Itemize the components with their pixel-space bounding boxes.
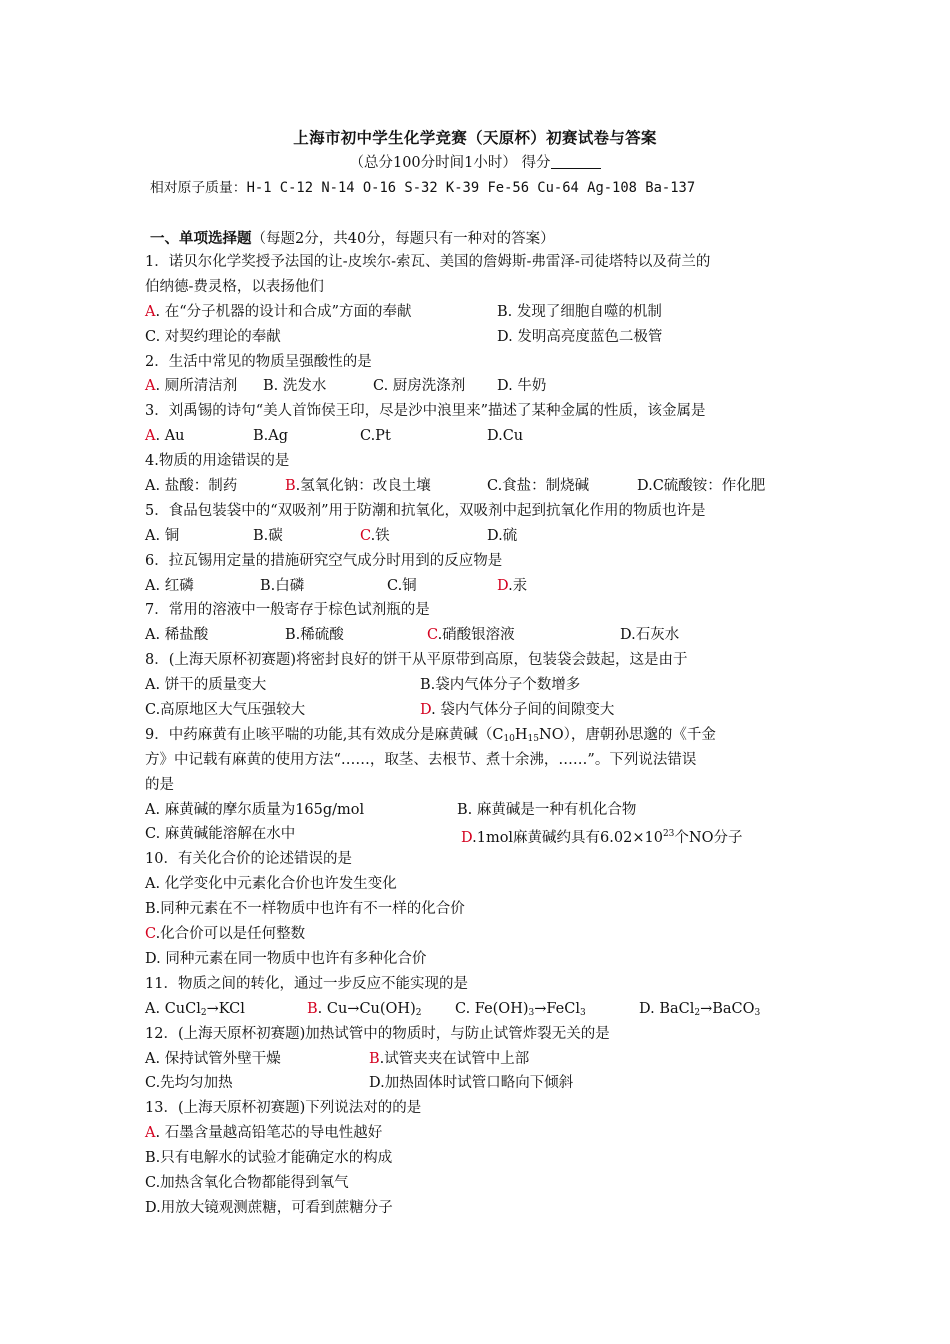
question-9-options-ab: [145, 798, 815, 823]
formula-part: D. BaCl: [639, 1000, 695, 1017]
option-a: . 石墨含量越高铅笔芯的导电性越好: [155, 1125, 383, 1142]
answer-key: D: [461, 830, 473, 847]
atomic-masses: 相对原子质量：H-1 C-12 N-14 O-16 S-32 K-39 Fe-56 Cu-64 Ag-108 Ba-137: [150, 180, 696, 196]
answer-key: D: [497, 577, 509, 594]
option-c: C. 麻黄碱能溶解在水中: [145, 826, 296, 843]
answer-key: C: [360, 527, 371, 544]
option-a: A. 盐酸：制药: [145, 478, 238, 495]
option-a: . 厕所清洁剂: [155, 378, 238, 395]
option-c: C. 对契约理论的奉献: [145, 328, 281, 345]
option-a-line: [145, 1121, 815, 1146]
formula-sub: 2: [415, 1007, 422, 1018]
q9-stem-part: 9．中药麻黄有止咳平喘的功能,其有效成分是麻黄碱（C: [145, 726, 504, 743]
option-d: D.石灰水: [620, 627, 680, 644]
formula-part: →KCl: [206, 1000, 245, 1017]
option-a: A. 保持试管外壁干燥: [145, 1050, 281, 1067]
option-a: . Au: [155, 428, 185, 445]
option-a: A. 红磷: [145, 577, 194, 594]
q9-stem-part: NO），唐朝孙思邈的《千金: [539, 726, 716, 743]
option-d: D.Cu: [487, 428, 524, 445]
option-b: B.只有电解水的试验才能确定水的构成: [145, 1150, 393, 1167]
option-c: C.先均匀加热: [145, 1075, 233, 1092]
option-a: A. 稀盐酸: [145, 627, 209, 644]
question-7-options: [145, 623, 815, 648]
option-b: B. 发现了细胞自噬的机制: [497, 303, 662, 320]
answer-key: B: [369, 1050, 380, 1067]
formula-sub: 2: [200, 1007, 207, 1018]
question-2-stem: 2．生活中常见的物质呈强酸性的是: [145, 353, 372, 370]
option-a: A. 饼干的质量变大: [145, 677, 267, 694]
exponent: 23: [662, 829, 675, 840]
question-1-stem-cont: 伯纳德-费灵格，以表扬他们: [145, 278, 324, 295]
formula-part: →FeCl: [534, 1000, 580, 1017]
question-9-stem-end: 的是: [145, 776, 174, 793]
question-10-stem: 10．有关化合价的论述错误的是: [145, 851, 352, 868]
answer-key: A: [145, 1125, 156, 1142]
answer-key: A: [145, 303, 156, 320]
option-a: A. 麻黄碱的摩尔质量为165g/mol: [145, 801, 365, 818]
answer-key: B: [285, 478, 296, 495]
question-13-stem: 13．(上海天原杯初赛题)下列说法对的的是: [145, 1100, 422, 1117]
exam-title: 上海市初中学生化学竞赛（天原杯）初赛试卷与答案: [293, 128, 657, 147]
answer-key: C: [145, 926, 156, 943]
question-12-options-ab: [145, 1047, 815, 1072]
question-8-options-ab: [145, 673, 815, 698]
subtitle-text: （总分100分时间1小时） 得分: [349, 155, 551, 171]
option-b: B.同种元素在不一样物质中也许有不一样的化合价: [145, 901, 465, 918]
q9-sub: 15: [527, 733, 539, 744]
option-d: D.加热固体时试管口略向下倾斜: [369, 1075, 574, 1092]
question-12-stem: 12．(上海天原杯初赛题)加热试管中的物质时，与防止试管炸裂无关的是: [145, 1025, 610, 1042]
formula-part: C. Fe(OH): [455, 1000, 529, 1017]
option-c: .铁: [370, 527, 390, 544]
option-d: D. 发明高亮度蓝色二极管: [497, 328, 663, 345]
question-4-stem: 4.物质的用途错误的是: [145, 453, 290, 470]
formula-sub: 3: [528, 1007, 535, 1018]
option-c: C.高原地区大气压强较大: [145, 702, 306, 719]
question-5-options: [145, 524, 815, 549]
option-d: D.C硫酸铵：作化肥: [637, 478, 766, 495]
question-12-options-cd: [145, 1071, 815, 1096]
option-d: . 袋内气体分子间的间隙变大: [431, 702, 615, 719]
questions: [145, 250, 815, 1221]
option-b: B.袋内气体分子个数增多: [420, 677, 581, 694]
formula-sub: 2: [694, 1007, 701, 1018]
option-d: .汞: [508, 577, 528, 594]
option-b: B. 麻黄碱是一种有机化合物: [457, 801, 637, 818]
option-a: A. 化学变化中元素化合价也许发生变化: [145, 876, 397, 893]
question-8-stem: 8．(上海天原杯初赛题)将密封良好的饼干从平原带到高原，包装袋会鼓起，这是由于: [145, 652, 688, 669]
option-b: B.稀硫酸: [285, 627, 344, 644]
option-c: C.加热含氧化合物都能得到氧气: [145, 1174, 349, 1191]
option-c: C.食盐：制烧碱: [487, 478, 590, 495]
question-1-options-cd: [145, 325, 815, 350]
option-a: . 在“分子机器的设计和合成”方面的奉献: [155, 303, 412, 320]
formula-sub: 3: [754, 1007, 761, 1018]
option-c: .硝酸银溶液: [437, 627, 515, 644]
option-b: .氢氧化钠：改良土壤: [295, 478, 431, 495]
question-5-stem: 5．食品包装袋中的“双吸剂”用于防潮和抗氧化，双吸剂中起到抗氧化作用的物质也许是: [145, 502, 706, 519]
question-8-options-cd: [145, 698, 815, 723]
answer-key: C: [427, 627, 438, 644]
section-note: （每题2分，共40分，每题只有一种对的答案）: [251, 231, 555, 247]
question-11-stem: 11．物质之间的转化，通过一步反应不能实现的是: [145, 975, 468, 992]
formula-part: . Cu→Cu(OH): [317, 1000, 416, 1017]
option-b: .试管夹夹在试管中上部: [379, 1050, 530, 1067]
score-blank: [551, 154, 601, 169]
question-6-options: [145, 574, 815, 599]
option-d: D.用放大镜观测蔗糖，可看到蔗糖分子: [145, 1199, 393, 1216]
option-d: D. 同种元素在同一物质中也许有多种化合价: [145, 950, 427, 967]
option-b: B. 洗发水: [263, 378, 327, 395]
formula-part: →BaCO: [700, 1000, 755, 1017]
option-b: B.Ag: [253, 428, 289, 445]
question-1-options-ab: [145, 300, 815, 325]
question-7-stem: 7．常用的溶液中一般寄存于棕色试剂瓶的是: [145, 602, 430, 619]
question-3-options: [145, 424, 815, 449]
option-d: .1mol麻黄碱约具有6.02×10: [472, 830, 663, 847]
section-title: 一、单项选择题: [150, 230, 252, 247]
exam-subtitle: [0, 151, 950, 172]
option-b: B.白磷: [260, 577, 305, 594]
question-9-stem: [145, 723, 815, 748]
section-heading: [150, 227, 555, 248]
question-6-stem: 6．拉瓦锡用定量的措施研究空气成分时用到的反应物是: [145, 552, 503, 569]
option-c: C.Pt: [360, 428, 391, 445]
question-9-options-cd: [145, 822, 815, 847]
question-11-options: [145, 997, 815, 1022]
q9-stem-part: H: [514, 726, 528, 743]
question-3-stem: 3．刘禹锡的诗句“美人首饰侯王印，尽是沙中浪里来”描述了某种金属的性质，该金属是: [145, 403, 706, 420]
question-4-options: [145, 474, 815, 499]
option-c: .化合价可以是任何整数: [155, 926, 306, 943]
answer-key: B: [307, 1000, 318, 1017]
q9-sub: 10: [503, 733, 515, 744]
option-c-line: [145, 922, 815, 947]
formula-sub: 3: [579, 1007, 586, 1018]
formula-part: A. CuCl: [145, 1000, 201, 1017]
option-c: C. 厨房洗涤剂: [373, 378, 466, 395]
question-1-stem: 1．诺贝尔化学奖授予法国的让-皮埃尔-索瓦、美国的詹姆斯-弗雷泽-司徒塔特以及荷兰的: [145, 254, 711, 270]
answer-key: A: [145, 428, 156, 445]
option-d-cont: 个NO分子: [674, 830, 743, 847]
question-9-stem-cont: 方》中记载有麻黄的使用方法“……，取茎、去根节、煮十余沸，……”。下列说法错误: [145, 751, 697, 768]
option-b: B.碳: [253, 527, 283, 544]
option-a: A. 铜: [145, 527, 180, 544]
answer-key: A: [145, 378, 156, 395]
option-c: C.铜: [387, 577, 417, 594]
option-d: D. 牛奶: [497, 378, 547, 395]
option-d: D.硫: [487, 527, 518, 544]
answer-key: D: [420, 702, 432, 719]
question-2-options: [145, 374, 815, 399]
